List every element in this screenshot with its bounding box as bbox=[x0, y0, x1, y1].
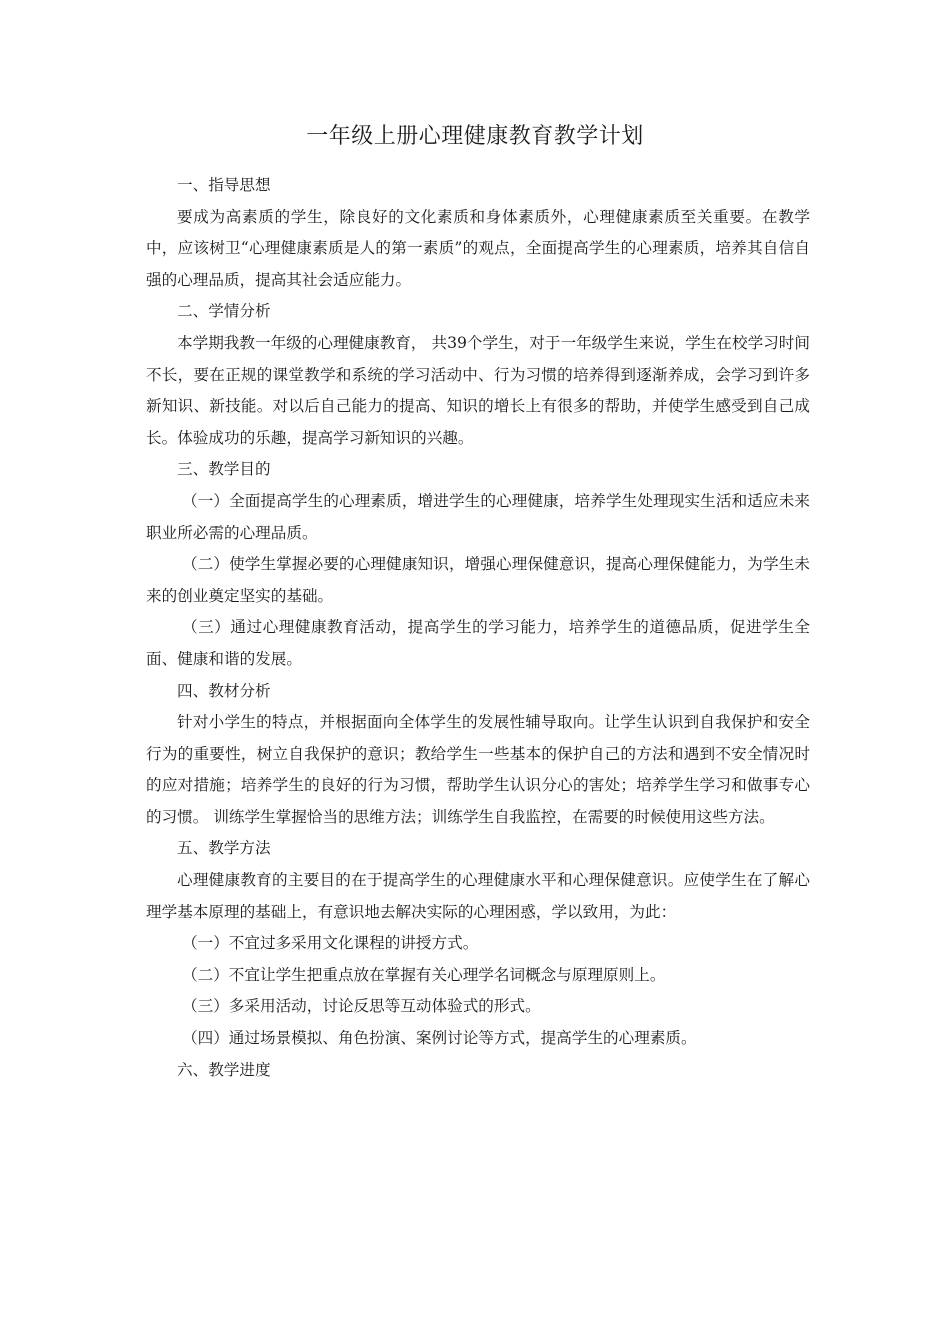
section-heading-teaching-goals: 三、教学目的 bbox=[177, 460, 271, 479]
teaching-method-item: （二）不宜让学生把重点放在掌握有关心理学名词概念与原理原则上。 bbox=[182, 965, 666, 984]
section-paragraph-guiding-thought: 要成为高素质的学生，除良好的文化素质和身体素质外，心理健康素质至关重要。在教学中，应该树卫“心理健康素质是人的第一素质”的观点，全面提高学生的心理素质，培养其自信自强的心理品质，提高其社会适应能力。 bbox=[146, 207, 810, 289]
section-paragraph-material-analysis: 针对小学生的特点，并根据面向全体学生的发展性辅导取向。让学生认识到自我保护和安全行为的重要性，树立自我保护的意识；教给学生一些基本的保护自己的方法和遇到不安全情况时的应对措施；培养学生的良好的行为习惯，帮助学生认识分心的害处；培养学生学习和做事专心的习惯。 训练学生掌握恰当的思维方法；训练学生自我监控，在需要的时候使用这些方法。 bbox=[146, 713, 810, 826]
section-heading-material-analysis: 四、教材分析 bbox=[177, 681, 271, 700]
section-heading-teaching-schedule: 六、教学进度 bbox=[177, 1060, 271, 1079]
teaching-goal-item: （三）通过心理健康教育活动，提高学生的学习能力，培养学生的道德品质，促进学生全面、健康和谐的发展。 bbox=[146, 618, 810, 668]
teaching-goal-item: （一）全面提高学生的心理素质，增进学生的心理健康，培养学生处理现实生活和适应未来职业所必需的心理品质。 bbox=[146, 491, 810, 542]
teaching-method-item: （三）多采用活动，讨论反思等互动体验式的形式。 bbox=[182, 997, 541, 1016]
teaching-method-item: （四）通过场景模拟、角色扮演、案例讨论等方式，提高学生的心理素质。 bbox=[182, 1029, 697, 1048]
teaching-method-item: （一）不宜过多采用文化课程的讲授方式。 bbox=[182, 934, 479, 953]
teaching-goal-item: （二）使学生掌握必要的心理健康知识，增强心理保健意识，提高心理保健能力，为学生未来的创业奠定坚实的基础。 bbox=[146, 555, 810, 605]
section-heading-teaching-methods: 五、教学方法 bbox=[177, 839, 271, 858]
section-heading-guiding-thought: 一、指导思想 bbox=[177, 176, 271, 194]
section-paragraph-teaching-methods: 心理健康教育的主要目的在于提高学生的心理健康水平和心理保健意识。应使学生在了解心理学基本原理的基础上，有意识地去解决实际的心理困惑，学以致用，为此： bbox=[146, 871, 810, 921]
section-heading-student-analysis: 二、学情分析 bbox=[177, 302, 271, 321]
section-paragraph-student-analysis: 本学期我教一年级的心理健康教育， 共39个学生，对于一年级学生来说，学生在校学习时间不长，要在正规的课堂教学和系统的学习活动中、行为习惯的培养得到逐渐养成，会学习到许多新知识、新技能。对以后自己能力的提高、知识的增长上有很多的帮助，并使学生感受到自己成长。体验成功的乐趣，提高学习新知识的兴趣。 bbox=[146, 333, 810, 447]
document-body bbox=[146, 170, 810, 1086]
document-title: 一年级上册心理健康教育教学计划 bbox=[306, 124, 644, 149]
